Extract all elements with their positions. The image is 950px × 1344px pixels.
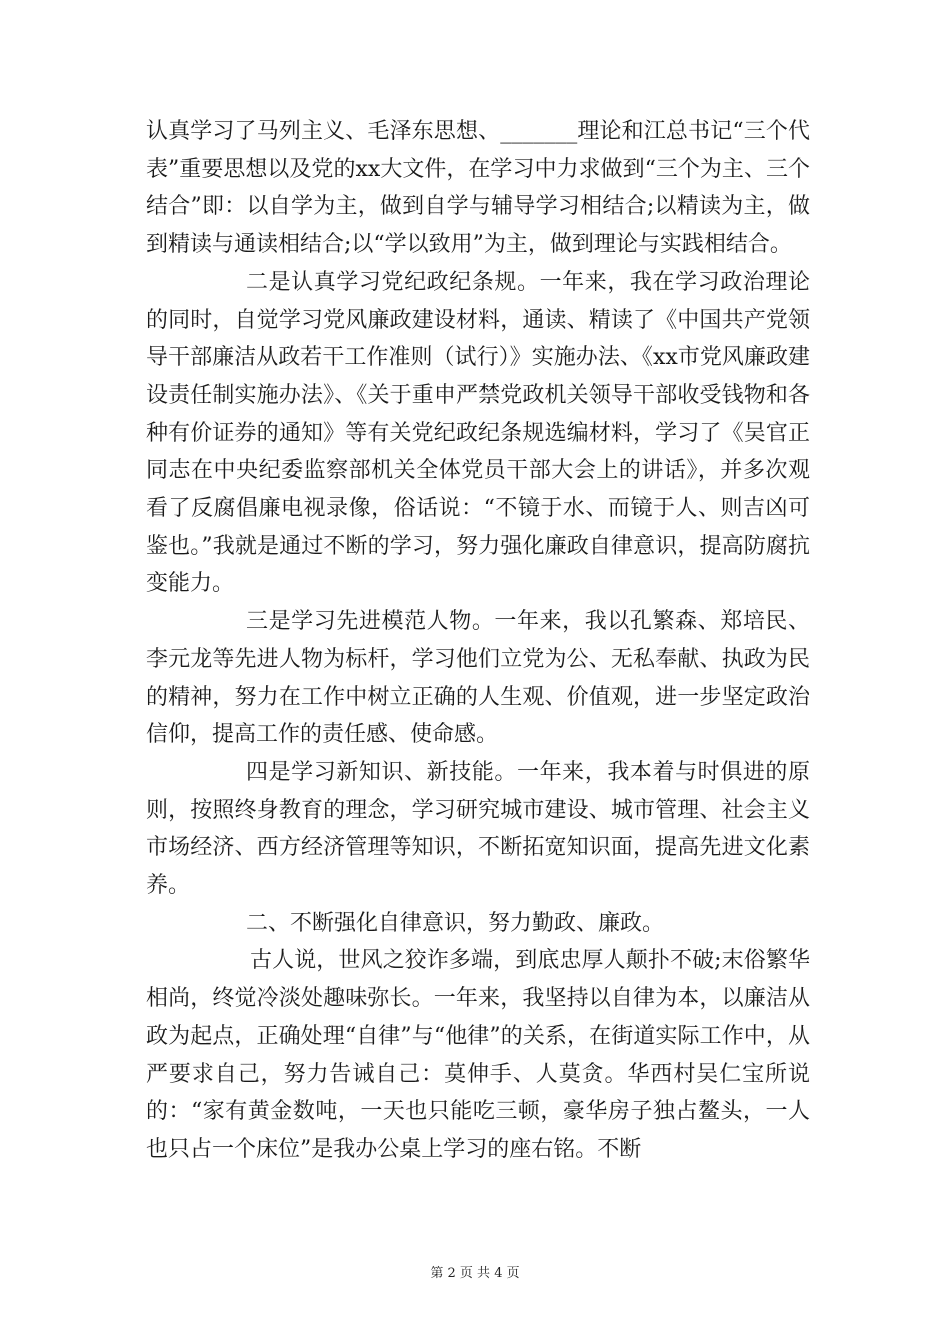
- paragraph-party-discipline: 二是认真学习党纪政纪条规。一年来，我在学习政治理论的同时，自觉学习党风廉政建设材料，通读、精读了《中国共产党领导干部廉洁从政若干工作准则（试行）》实施办法、《xx市党风廉政建设责任制实施办法》、《关于重申严禁党政机关领导干部收受钱物和各种有价证券的通知》等有关党纪政纪条规选编材料，学习了《吴官正同志在中央纪委监察部机关全体党员干部大会上的讲话》，并多次观看了反腐倡廉电视录像，俗话说：“不镜于水、而镜于人、则吉凶可鉴也。”我就是通过不断的学习，努力强化廉政自律意识，提高防腐抗变能力。: [146, 269, 810, 597]
- paragraph-new-knowledge: 四是学习新知识、新技能。一年来，我本着与时俱进的原则，按照终身教育的理念，学习研究城市建设、城市管理、社会主义市场经济、西方经济管理等知识，不断拓宽知识面，提高先进文化素养。: [146, 759, 810, 899]
- section-heading-self-discipline: 二、不断强化自律意识，努力勤政、廉政。: [246, 910, 665, 936]
- page-number: 第 2 页 共 4 页: [430, 1266, 520, 1281]
- document-body: [146, 113, 810, 1169]
- paragraph-model-figures: 三是学习先进模范人物。一年来，我以孔繁森、郑培民、李元龙等先进人物为标杆，学习他们立党为公、无私奉献、执政为民的精神，努力在工作中树立正确的人生观、价值观，进一步坚定政治信仰，提高工作的责任感、使命感。: [146, 609, 810, 748]
- paragraph-study-theory: 认真学习了马列主义、毛泽东思想、_______理论和江总书记“三个代表”重要思想以及党的xx大文件，在学习中力求做到“三个为主、三个结合”即：以自学为主，做到自学与辅导学习相结合;以精读为主，做到精读与通读相结合;以“学以致用”为主，做到理论与实践相结合。: [146, 119, 810, 258]
- paragraph-ancient-saying: 古人说，世风之狡诈多端，到底忠厚人颠扑不破;末俗繁华相尚，终觉冷淡处趣味弥长。一年来，我坚持以自律为本，以廉洁从政为起点，正确处理“自律”与“他律”的关系，在街道实际工作中，从严要求自己，努力告诫自己：莫伸手、人莫贪。华西村吴仁宝所说的：“家有黄金数吨，一天也只能吃三顿，豪华房子独占鳌头，一人也只占一个床位”是我办公桌上学习的座右铭。不断: [146, 948, 810, 1162]
